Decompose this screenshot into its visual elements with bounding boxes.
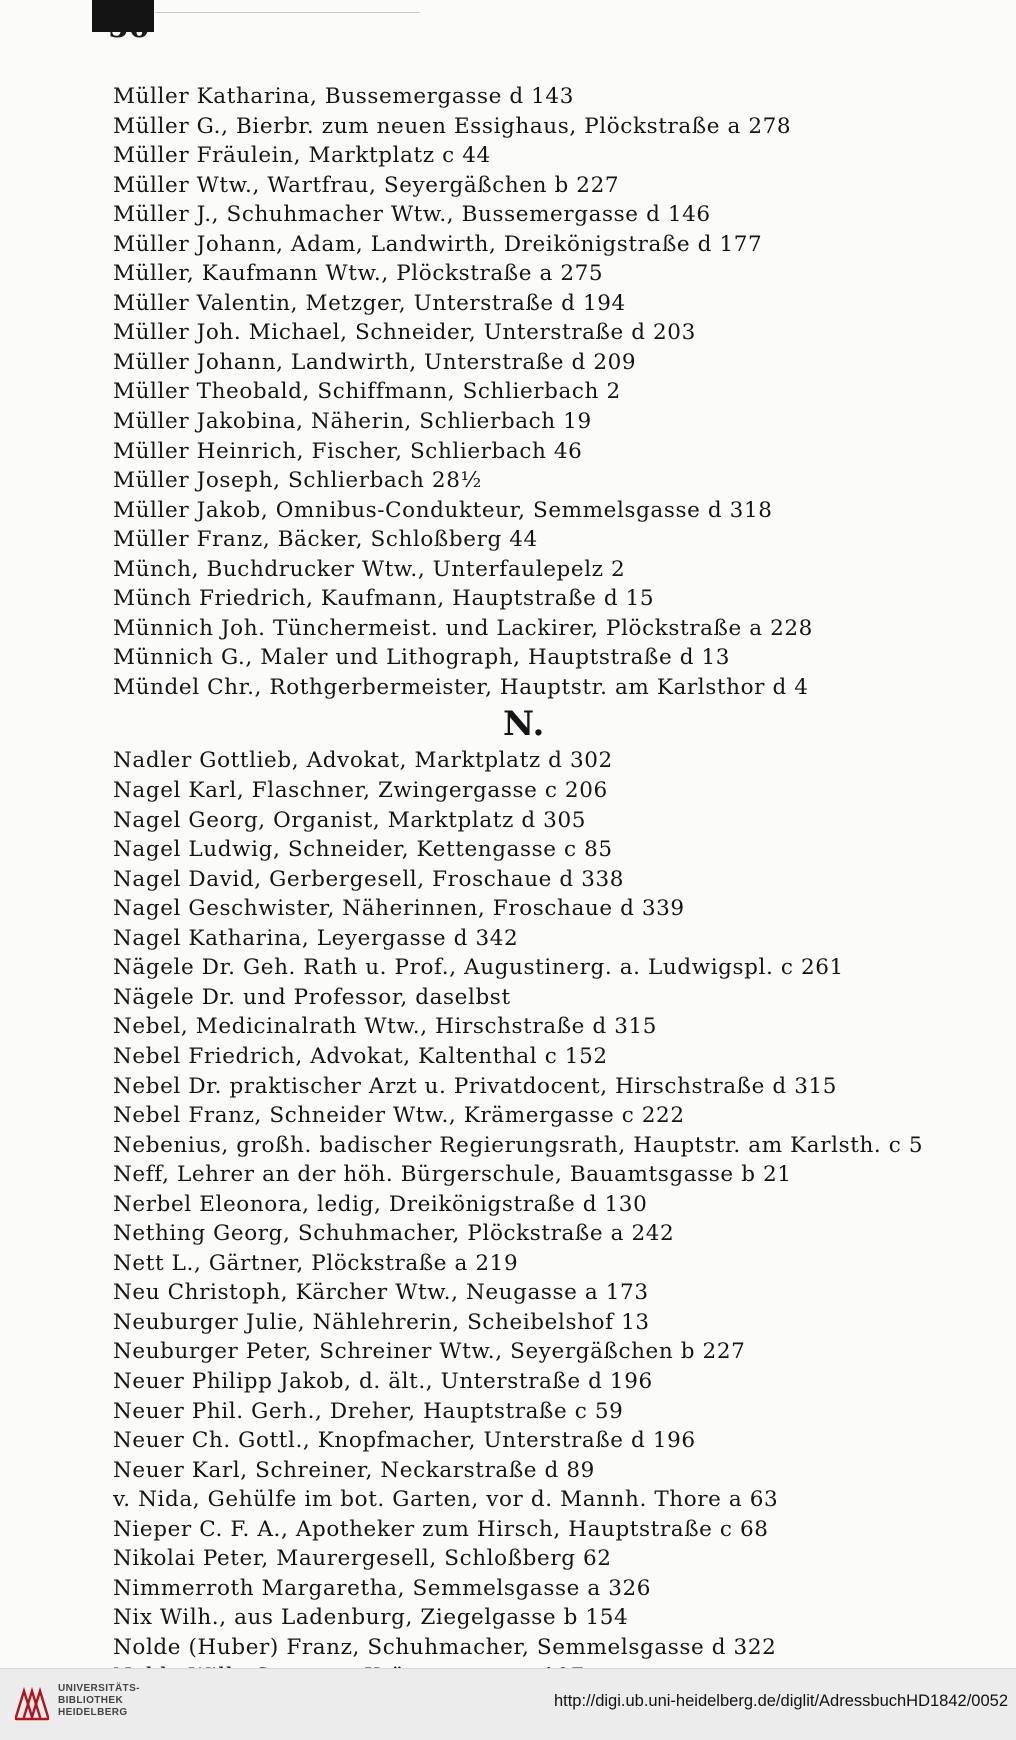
address-entry: Müller Joseph, Schlierbach 28½ [113,468,482,494]
address-entry: v. Nida, Gehülfe im bot. Garten, vor d. Mannh. Thore a 63 [113,1487,779,1513]
address-entry: Nebenius, großh. badischer Regierungsrath, Hauptstr. am Karlsth. c 5 [113,1132,924,1158]
address-entry: Nadler Gottlieb, Advokat, Marktplatz d 302 [113,748,613,774]
library-name [58,1683,140,1719]
address-entry: Müller Heinrich, Fischer, Schlierbach 46 [113,438,583,464]
viewer-footer [0,1668,1016,1740]
address-entry: Mündel Chr., Rothgerbermeister, Hauptstr. am Karlsthor d 4 [113,674,809,700]
address-entry: Nerbel Eleonora, ledig, Dreikönigstraße d 130 [113,1191,648,1217]
address-entry: Münnich Joh. Tünchermeist. und Lackirer, Plöckstraße a 228 [113,615,813,641]
page-number-mask [92,0,154,32]
address-entry: Neu Christoph, Kärcher Wtw., Neugasse a 173 [113,1280,649,1306]
address-entry: Nebel Dr. praktischer Arzt u. Privatdocent, Hirschstraße d 315 [113,1073,838,1099]
address-entry: Müller Valentin, Metzger, Unterstraße d 194 [113,290,626,316]
address-entry: Neuburger Julie, Nählehrerin, Scheibelshof 13 [113,1309,650,1335]
address-entry: Müller Katharina, Bussemergasse d 143 [113,84,574,109]
address-entry: Münnich G., Maler und Lithograph, Hauptstraße d 13 [113,645,731,671]
address-entry: Nagel Geschwister, Näherinnen, Froschaue d 339 [113,896,685,922]
address-entry: Müller G., Bierbr. zum neuen Essighaus, Plöckstraße a 278 [113,113,792,139]
address-entry: Nolde (Huber) Franz, Schuhmacher, Semmelsgasse d 322 [113,1634,777,1660]
address-entry: Neuer Karl, Schreiner, Neckarstraße d 89 [113,1457,595,1483]
address-entry: Münch Friedrich, Kaufmann, Hauptstraße d 15 [113,586,655,612]
address-entry: Nimmerroth Margaretha, Semmelsgasse a 326 [113,1575,652,1601]
address-entry: Müller Joh. Michael, Schneider, Unterstraße d 203 [113,320,696,346]
address-entry: Nieper C. F. A., Apotheker zum Hirsch, Hauptstraße c 68 [113,1516,769,1542]
permalink-url[interactable]: http://digi.ub.uni-heidelberg.de/diglit/AdressbuchHD1842/0052 [553,1692,1008,1710]
address-entry: Nagel Katharina, Leyergasse d 342 [113,925,519,951]
address-entry: Nagel Georg, Organist, Marktplatz d 305 [113,807,586,833]
library-name-line-3: HEIDELBERG [58,1707,128,1718]
address-entry: Müller Fräulein, Marktplatz c 44 [113,143,491,169]
address-entry: Nething Georg, Schuhmacher, Plöckstraße a 242 [113,1221,675,1247]
address-entry: Münch, Buchdrucker Wtw., Unterfaulepelz 2 [113,556,626,582]
address-entry: Nägele Dr. und Professor, daselbst [113,984,511,1010]
university-library-logo-icon [10,1681,54,1725]
address-entry: Nebel Franz, Schneider Wtw., Krämergasse c 222 [113,1103,685,1129]
library-name-line-1: UNIVERSITÄTS- [58,1683,140,1694]
address-entry: Müller, Kaufmann Wtw., Plöckstraße a 275 [113,261,604,287]
address-entry: Nix Wilh., aus Ladenburg, Ziegelgasse b 154 [113,1605,629,1631]
address-entry: Nägele Dr. Geh. Rath u. Prof., Augustinerg. a. Ludwigspl. c 261 [113,955,844,981]
address-entry: Müller Wtw., Wartfrau, Seyergäßchen b 227 [113,172,620,198]
address-entry: Nebel, Medicinalrath Wtw., Hirschstraße d 315 [113,1014,658,1040]
address-entry: Neuer Ch. Gottl., Knopfmacher, Unterstraße d 196 [113,1428,696,1454]
address-entry: Müller Johann, Adam, Landwirth, Dreikönigstraße d 177 [113,231,763,257]
address-entry: Nagel David, Gerbergesell, Froschaue d 338 [113,866,625,892]
address-entry: Neuburger Peter, Schreiner Wtw., Seyergäßchen b 227 [113,1339,746,1365]
address-entry: Müller Johann, Landwirth, Unterstraße d 209 [113,349,637,375]
address-entry: Müller Theobald, Schiffmann, Schlierbach 2 [113,379,621,405]
library-name-line-2: BIBLIOTHEK [58,1695,124,1706]
address-entry: Müller Jakob, Omnibus-Condukteur, Semmelsgasse d 318 [113,497,773,523]
address-entry: Nikolai Peter, Maurergesell, Schloßberg 62 [113,1546,612,1572]
address-entry: Müller Jakobina, Näherin, Schlierbach 19 [113,409,592,435]
section-heading: N. [503,704,545,745]
top-rule [155,12,420,13]
address-entry: Nett L., Gärtner, Plöckstraße a 219 [113,1250,519,1276]
address-list [113,82,993,1692]
address-entry: Müller Franz, Bäcker, Schloßberg 44 [113,527,538,553]
address-entry: Nagel Karl, Flaschner, Zwingergasse c 206 [113,778,608,804]
address-entry: Neff, Lehrer an der höh. Bürgerschule, Bauamtsgasse b 21 [113,1162,792,1188]
address-entry: Nebel Friedrich, Advokat, Kaltenthal c 152 [113,1043,608,1069]
address-entry: Müller J., Schuhmacher Wtw., Bussemergasse d 146 [113,202,711,228]
address-entry: Neuer Philipp Jakob, d. ält., Unterstraße d 196 [113,1368,653,1394]
address-entry: Nagel Ludwig, Schneider, Kettengasse c 85 [113,837,613,863]
address-entry: Neuer Phil. Gerh., Dreher, Hauptstraße c 59 [113,1398,624,1424]
